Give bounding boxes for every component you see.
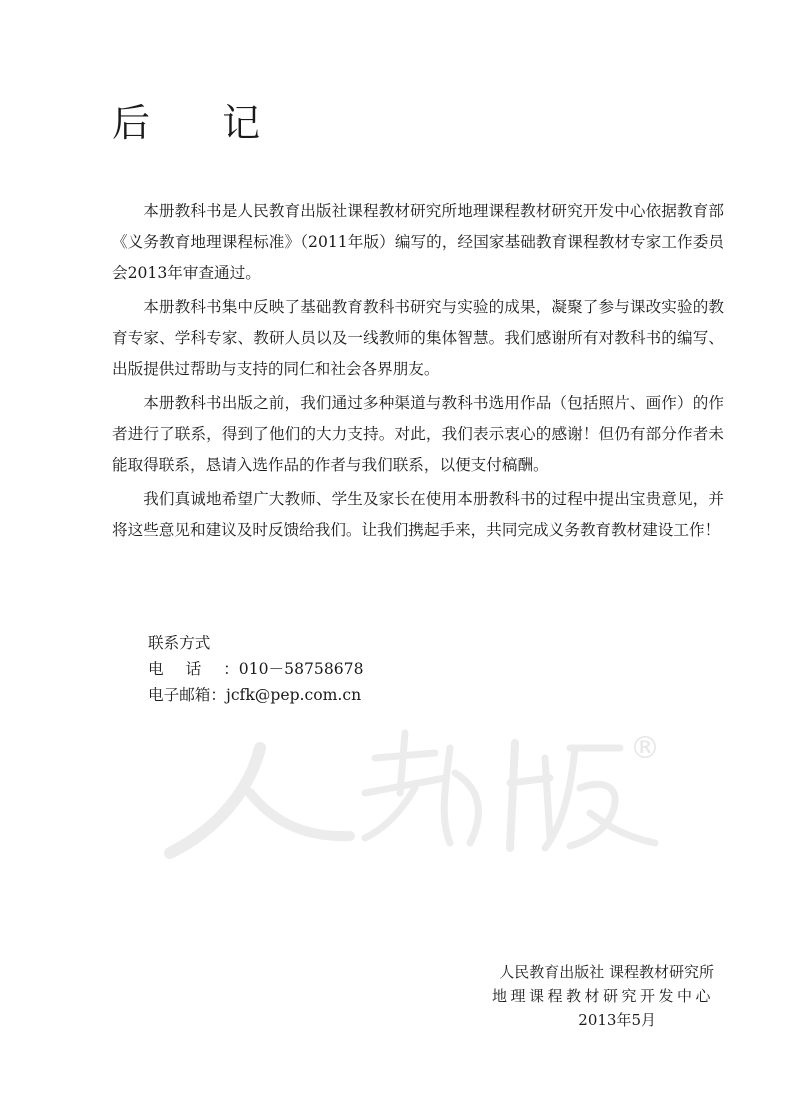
paragraph-2: 本册教科书集中反映了基础教育教科书研究与实验的成果，凝聚了参与课改实验的教育专家、学科专家、教研人员以及一线教师的集体智慧。我们感谢所有对教科书的编写、出版提供过帮助与支持的同仁和社会各界朋友。: [112, 298, 724, 378]
contact-phone: [148, 656, 364, 682]
contact-info: [148, 630, 364, 708]
paragraph-3: 本册教科书出版之前，我们通过多种渠道与教科书选用作品（包括照片、画作）的作者进行了联系，得到了他们的大力支持。对此，我们表示衷心的感谢！但仍有部分作者未能取得联系，恳请入选作品的作者与我们联系，以便支付稿酬。: [112, 394, 724, 474]
signature-line-2: 地理课程教材研究开发中心: [491, 987, 714, 1005]
paragraph-1: 本册教科书是人民教育出版社课程教材研究所地理课程教材研究开发中心依据教育部《义务教育地理课程标准》（2011年版）编写的，经国家基础教育课程教材专家工作委员会2013年审查通过。: [112, 202, 724, 282]
email-value: ：jcfk@pep.com.cn: [210, 686, 362, 704]
signature-date: 2013年5月: [578, 1011, 656, 1029]
signature-block: [492, 960, 714, 1032]
phone-label: 电话: [148, 660, 224, 678]
page-title: 后 记: [112, 101, 291, 145]
watermark-calligraphy: [170, 733, 655, 853]
phone-value: ：010－58758678: [223, 660, 364, 678]
contact-email: [148, 682, 364, 708]
registered-mark: ®: [630, 731, 660, 766]
signature-line-1: 人民教育出版社 课程教材研究所: [499, 963, 714, 981]
watermark-logo: [150, 718, 670, 868]
paragraph-4: 我们真诚地希望广大教师、学生及家长在使用本册教科书的过程中提出宝贵意见，并将这些意见和建议及时反馈给我们。让我们携起手来，共同完成义务教育教材建设工作！: [112, 490, 724, 539]
body-text: [112, 196, 724, 549]
contact-heading: 联系方式: [148, 634, 211, 652]
email-label: 电子邮箱: [148, 686, 211, 704]
